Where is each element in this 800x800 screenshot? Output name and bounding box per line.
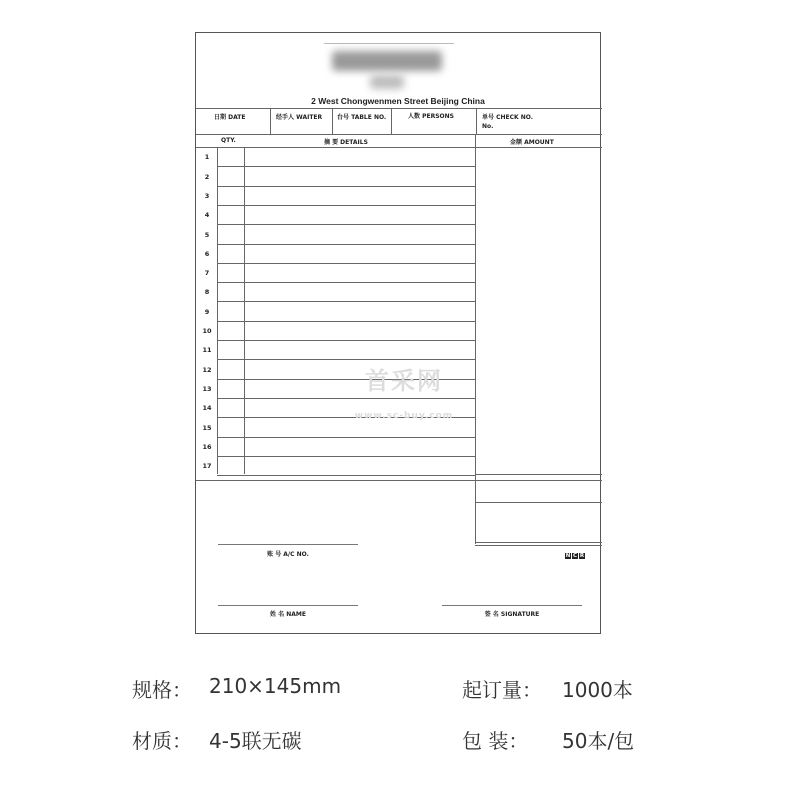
header-bottom-line bbox=[196, 134, 602, 135]
totals-top-line bbox=[196, 480, 602, 481]
amount-column-divider bbox=[475, 134, 476, 544]
spec-size-label: 规格： bbox=[132, 678, 192, 702]
waiter-label: 经手人 WAITER bbox=[276, 114, 323, 121]
watermark-text: 首采网 bbox=[365, 367, 443, 395]
spec-moq-label: 起订量： bbox=[462, 678, 542, 702]
amount-header: 金额 AMOUNT bbox=[510, 139, 554, 146]
row-line bbox=[217, 340, 475, 341]
spec-material-value: 4-5联无碳 bbox=[209, 729, 302, 753]
date-label: 日期 DATE bbox=[214, 114, 246, 121]
row-line bbox=[217, 205, 475, 206]
details-header: 摘 要 DETAILS bbox=[324, 139, 368, 146]
row-number: 3 bbox=[204, 191, 210, 200]
row-number: 12 bbox=[202, 365, 212, 374]
row-line bbox=[217, 475, 475, 476]
row-line bbox=[217, 224, 475, 225]
row-number: 6 bbox=[204, 249, 210, 258]
spec-moq-value: 1000本 bbox=[562, 678, 633, 702]
row-number: 4 bbox=[204, 211, 210, 220]
row-number: 10 bbox=[202, 327, 212, 335]
row-number: 11 bbox=[202, 346, 212, 355]
qty-header: QTY. bbox=[221, 137, 236, 144]
row-number: 1 bbox=[204, 153, 210, 162]
row-line bbox=[217, 166, 475, 167]
row-line bbox=[217, 244, 475, 245]
row-line bbox=[217, 398, 475, 399]
header-top-line bbox=[196, 108, 602, 109]
row-line bbox=[217, 282, 475, 283]
blurred-logo bbox=[322, 41, 458, 93]
row-number: 7 bbox=[204, 269, 210, 278]
row-line bbox=[217, 186, 475, 187]
spec-pack-label: 包 装： bbox=[462, 729, 529, 753]
row-number: 16 bbox=[202, 442, 212, 451]
no-label: No. bbox=[482, 123, 494, 130]
row-number: 8 bbox=[204, 288, 210, 297]
check-no-label: 单号 CHECK NO. bbox=[482, 114, 534, 121]
row-number: 15 bbox=[202, 423, 212, 432]
spec-pack-value: 50本/包 bbox=[562, 729, 635, 753]
watermark-url: www.sc-buy.com bbox=[354, 411, 454, 421]
row-line bbox=[217, 456, 475, 457]
row-number: 2 bbox=[204, 172, 210, 181]
row-number: 17 bbox=[202, 462, 212, 471]
row-line bbox=[217, 321, 475, 322]
row-number: 13 bbox=[202, 384, 212, 393]
spec-material-label: 材质： bbox=[132, 729, 192, 753]
column-header-line bbox=[196, 147, 602, 148]
address: 2 West Chongwenmen Street Beijing China bbox=[311, 96, 485, 106]
signature-label: 签 名 SIGNATURE bbox=[484, 611, 540, 618]
ncr-mark: N C R bbox=[565, 553, 585, 559]
persons-label: 人数 PERSONS bbox=[408, 113, 454, 120]
table-no-label: 台号 TABLE NO. bbox=[337, 114, 387, 121]
row-number: 5 bbox=[204, 230, 210, 239]
row-number: 9 bbox=[204, 307, 210, 316]
check-form bbox=[195, 32, 601, 634]
row-number: 14 bbox=[202, 404, 212, 413]
ac-no-label: 账 号 A/C NO. bbox=[267, 551, 309, 558]
row-line bbox=[217, 437, 475, 438]
spec-size-value: 210×145mm bbox=[209, 674, 342, 698]
row-line bbox=[217, 301, 475, 302]
name-label: 姓 名 NAME bbox=[270, 611, 306, 618]
row-line bbox=[217, 263, 475, 264]
